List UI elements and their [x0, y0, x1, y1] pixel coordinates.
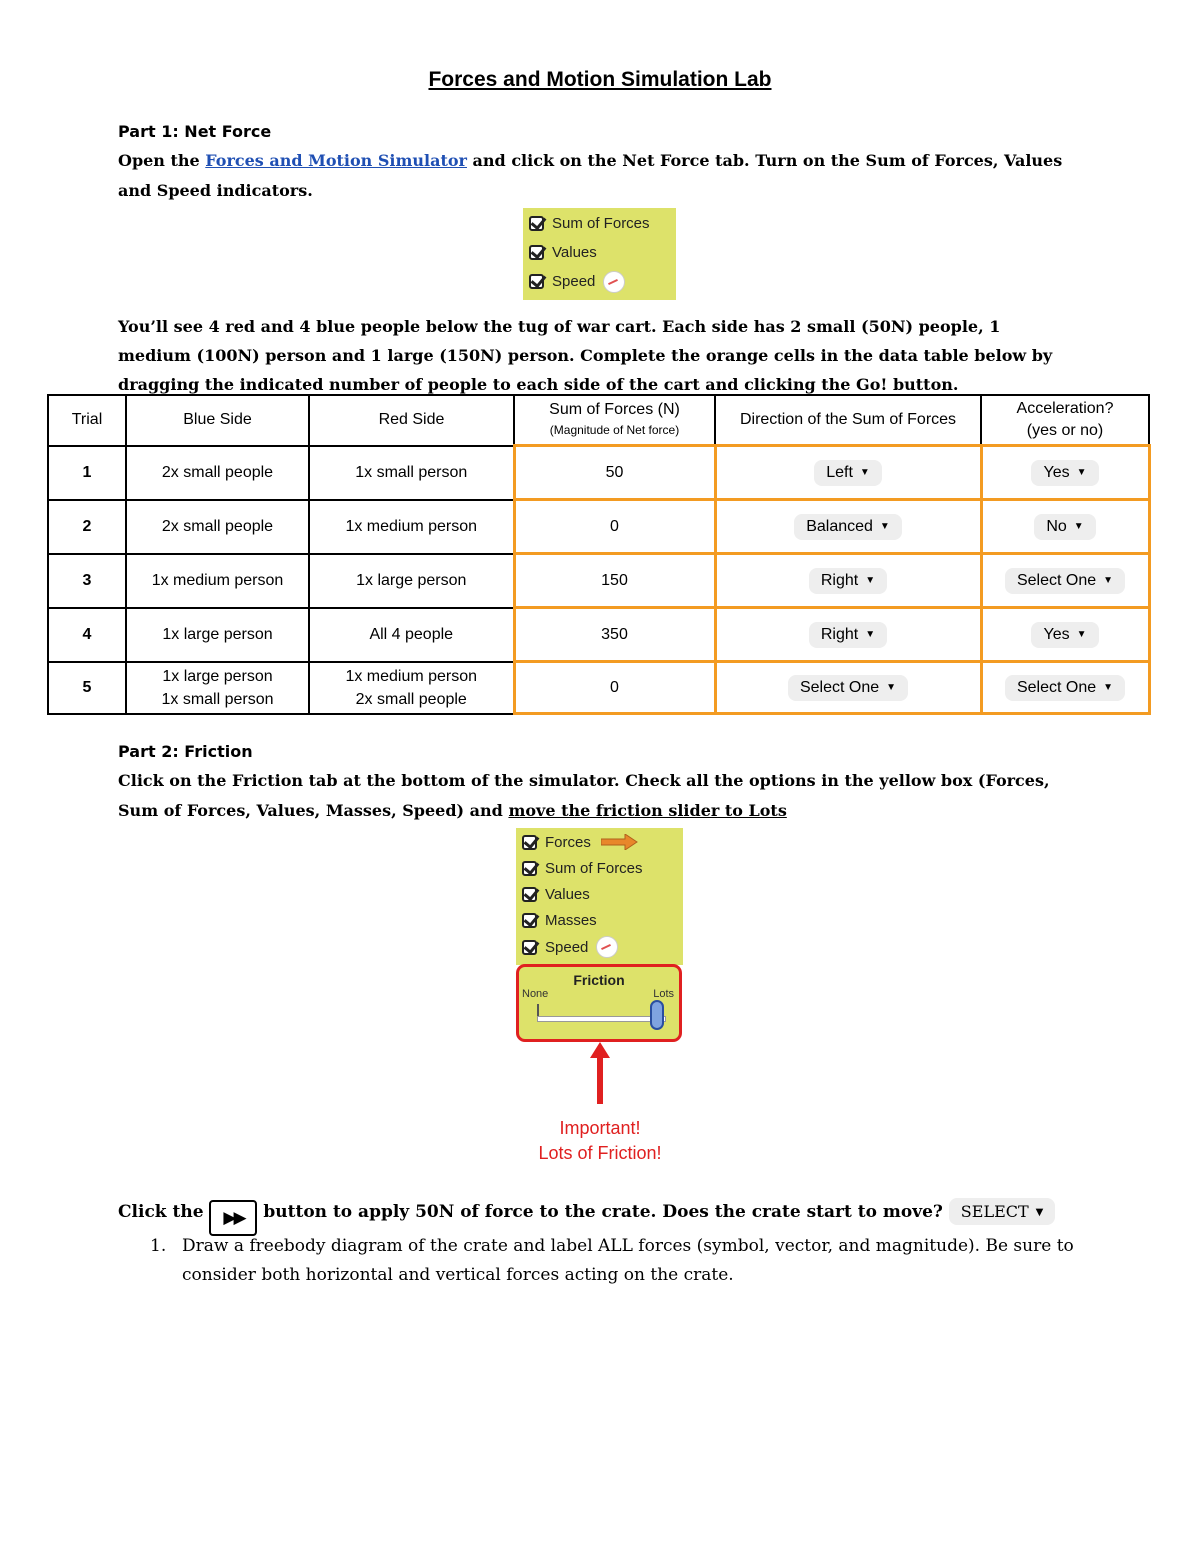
caret-down-icon: ▼	[1103, 681, 1114, 693]
dropdown-value: Yes	[1043, 463, 1070, 481]
page-title: Forces and Motion Simulation Lab	[428, 68, 772, 91]
checkbox-icon	[529, 274, 544, 289]
cell-red: 1x medium person	[309, 500, 514, 554]
checkbox-icon	[529, 245, 544, 260]
header-accel-label: Acceleration?	[1016, 400, 1114, 417]
direction-dropdown[interactable]	[814, 460, 882, 486]
checkbox-values[interactable]	[523, 238, 676, 267]
cell-blue: 1x medium person	[126, 554, 309, 608]
slider-thumb[interactable]	[650, 1000, 664, 1030]
accel-dropdown[interactable]	[1031, 622, 1098, 648]
cell-sum[interactable]: 0	[514, 662, 715, 714]
direction-dropdown[interactable]	[809, 568, 887, 594]
part1-heading: Part 1: Net Force	[118, 122, 272, 141]
intro-text: Open the	[118, 151, 206, 170]
cell-sum[interactable]: 350	[514, 608, 715, 662]
friction-slider[interactable]	[537, 1004, 664, 1018]
accel-dropdown[interactable]	[1031, 460, 1098, 486]
paragraph-line: You’ll see 4 red and 4 blue people below the tug of war cart. Each side has 2 small (50N) people, 1	[118, 317, 1001, 336]
cell-sum[interactable]: 0	[514, 500, 715, 554]
checkbox-icon	[522, 913, 537, 928]
checkbox-speed[interactable]	[523, 267, 676, 296]
list-line: consider both horizontal and vertical forces acting on the crate.	[182, 1265, 734, 1285]
cell-trial: 4	[48, 608, 126, 662]
list-number: 1.	[150, 1236, 167, 1256]
dropdown-value: Balanced	[806, 517, 873, 535]
cell-red	[309, 662, 514, 714]
checkbox-icon	[522, 861, 537, 876]
intro-text-after: and click on the Net Force tab. Turn on the Sum of Forces, Values	[466, 151, 1063, 170]
cell-blue: 1x large person	[126, 608, 309, 662]
cell-line: 1x large person	[162, 667, 273, 685]
cell-sum[interactable]: 50	[514, 446, 715, 500]
data-table	[47, 394, 1151, 715]
part2-line1: Click on the Friction tab at the bottom of the simulator. Check all the options in the yellow box (Forces,	[118, 771, 1050, 790]
part1-intro	[118, 151, 1062, 170]
direction-dropdown[interactable]	[788, 675, 908, 701]
header-sum-label: Sum of Forces (N)	[549, 401, 680, 418]
header-direction: Direction of the Sum of Forces	[715, 395, 981, 446]
arrow-up-icon	[590, 1042, 610, 1104]
cell-trial: 3	[48, 554, 126, 608]
part1-paragraph	[118, 312, 1052, 399]
cell-blue: 2x small people	[126, 446, 309, 500]
slider-track	[537, 1016, 666, 1022]
speedometer-icon	[596, 936, 618, 958]
header-sum	[514, 395, 715, 446]
part2-heading: Part 2: Friction	[118, 742, 253, 761]
paragraph-line: dragging the indicated number of people to each side of the cart and clicking the Go! button.	[118, 375, 959, 394]
caret-down-icon: ▼	[1073, 520, 1084, 532]
caret-down-icon: ▼	[1076, 466, 1087, 478]
checkbox-icon	[522, 940, 537, 955]
caret-down-icon: ▼	[865, 574, 876, 586]
list-item	[150, 1232, 1074, 1290]
header-sum-sub: (Magnitude of Net force)	[549, 423, 680, 437]
slider-max-label: Lots	[653, 988, 674, 1000]
simulator-link[interactable]: Forces and Motion Simulator	[205, 151, 467, 170]
cell-line: 2x small people	[355, 690, 467, 708]
cell-accel	[981, 446, 1149, 500]
table-row	[48, 446, 1149, 500]
cell-direction	[715, 554, 981, 608]
direction-dropdown[interactable]	[794, 514, 902, 540]
table-row	[48, 554, 1149, 608]
table-row	[48, 500, 1149, 554]
checkbox-label: Speed	[545, 938, 589, 956]
checkbox-speed-2[interactable]	[516, 933, 683, 961]
caret-down-icon: ▼	[865, 628, 876, 640]
question-text: button to apply	[257, 1202, 416, 1222]
caret-down-icon: ▼	[1035, 1207, 1044, 1218]
cell-trial: 1	[48, 446, 126, 500]
checkbox-sum-of-forces-2[interactable]	[516, 855, 683, 881]
checkbox-label: Forces	[545, 833, 591, 851]
checkbox-icon	[522, 835, 537, 850]
dropdown-value: Right	[820, 571, 859, 589]
move-select-dropdown[interactable]	[949, 1198, 1056, 1225]
cell-direction	[715, 500, 981, 554]
checkbox-icon	[529, 216, 544, 231]
question-line	[118, 1198, 1055, 1236]
checkbox-forces[interactable]	[516, 829, 683, 855]
checkbox-label: Values	[552, 244, 597, 261]
friction-title: Friction	[573, 972, 625, 988]
direction-dropdown[interactable]	[809, 622, 887, 648]
note-line: Lots of Friction!	[538, 1143, 662, 1163]
cell-red: All 4 people	[309, 608, 514, 662]
cell-blue: 2x small people	[126, 500, 309, 554]
checkbox-masses[interactable]	[516, 907, 683, 933]
list-line: Draw a freebody diagram of the crate and label ALL forces (symbol, vector, and magnitude). Be sure to	[182, 1236, 1074, 1256]
fast-forward-button[interactable]	[209, 1200, 257, 1236]
friction-options-panel	[516, 828, 683, 965]
checkbox-label: Sum of Forces	[552, 215, 650, 232]
dropdown-value: Right	[820, 625, 859, 643]
force-arrow-icon	[601, 834, 639, 850]
dropdown-value: Select One	[799, 678, 880, 696]
fast-forward-icon: ▶▶	[223, 1208, 244, 1228]
cell-accel	[981, 554, 1149, 608]
cell-accel	[981, 608, 1149, 662]
question-text: of force to the crate. Does the crate start to move?	[454, 1202, 949, 1222]
cell-red: 1x large person	[309, 554, 514, 608]
cell-sum[interactable]: 150	[514, 554, 715, 608]
cell-accel	[981, 662, 1149, 714]
checkbox-label: Values	[545, 885, 590, 903]
caret-down-icon: ▼	[1076, 628, 1087, 640]
accel-dropdown[interactable]	[1034, 514, 1095, 540]
friction-control	[516, 964, 682, 1042]
cell-line: 1x small person	[161, 690, 274, 708]
checkbox-icon	[522, 887, 537, 902]
table-row	[48, 608, 1149, 662]
caret-down-icon: ▼	[886, 681, 897, 693]
checkbox-label: Masses	[545, 911, 597, 929]
indicator-panel	[523, 208, 676, 300]
header-accel	[981, 395, 1149, 446]
table-header-row	[48, 395, 1149, 446]
accel-dropdown[interactable]	[1005, 675, 1125, 701]
header-red: Red Side	[309, 395, 514, 446]
checkbox-label: Speed	[552, 273, 596, 290]
table-row	[48, 662, 1149, 714]
dropdown-value: Left	[826, 463, 853, 481]
checkbox-label: Sum of Forces	[545, 859, 643, 877]
cell-line: 1x medium person	[345, 667, 478, 685]
caret-down-icon: ▼	[879, 520, 890, 532]
header-accel-sub: (yes or no)	[1026, 422, 1104, 439]
part1-intro-line2: and Speed indicators.	[118, 181, 313, 200]
friction-note	[500, 1116, 700, 1166]
cell-blue	[126, 662, 309, 714]
part2-line2	[118, 801, 787, 820]
speedometer-icon	[603, 271, 625, 293]
checkbox-sum-of-forces[interactable]	[523, 209, 676, 238]
caret-down-icon: ▼	[1103, 574, 1114, 586]
cell-direction	[715, 608, 981, 662]
cell-trial: 5	[48, 662, 126, 714]
cell-red: 1x small person	[309, 446, 514, 500]
force-value: 50N	[415, 1202, 455, 1222]
dropdown-value: SELECT	[960, 1202, 1029, 1221]
caret-down-icon: ▼	[859, 466, 870, 478]
note-line: Important!	[559, 1118, 641, 1138]
dropdown-value: No	[1046, 517, 1067, 535]
accel-dropdown[interactable]	[1005, 568, 1125, 594]
question-text: Click the	[118, 1202, 210, 1222]
header-blue: Blue Side	[126, 395, 309, 446]
checkbox-values-2[interactable]	[516, 881, 683, 907]
dropdown-value: Yes	[1043, 625, 1070, 643]
slider-min-label: None	[522, 988, 549, 1000]
cell-trial: 2	[48, 500, 126, 554]
dropdown-value: Select One	[1016, 678, 1097, 696]
header-trial: Trial	[48, 395, 126, 446]
dropdown-value: Select One	[1016, 571, 1097, 589]
cell-direction	[715, 446, 981, 500]
cell-accel	[981, 500, 1149, 554]
paragraph-line: medium (100N) person and 1 large (150N) person. Complete the orange cells in the data table below by	[118, 346, 1053, 365]
cell-direction	[715, 662, 981, 714]
part2-emphasis: move the friction slider to Lots	[508, 801, 787, 820]
part2-text: Sum of Forces, Values, Masses, Speed) and	[118, 801, 509, 820]
